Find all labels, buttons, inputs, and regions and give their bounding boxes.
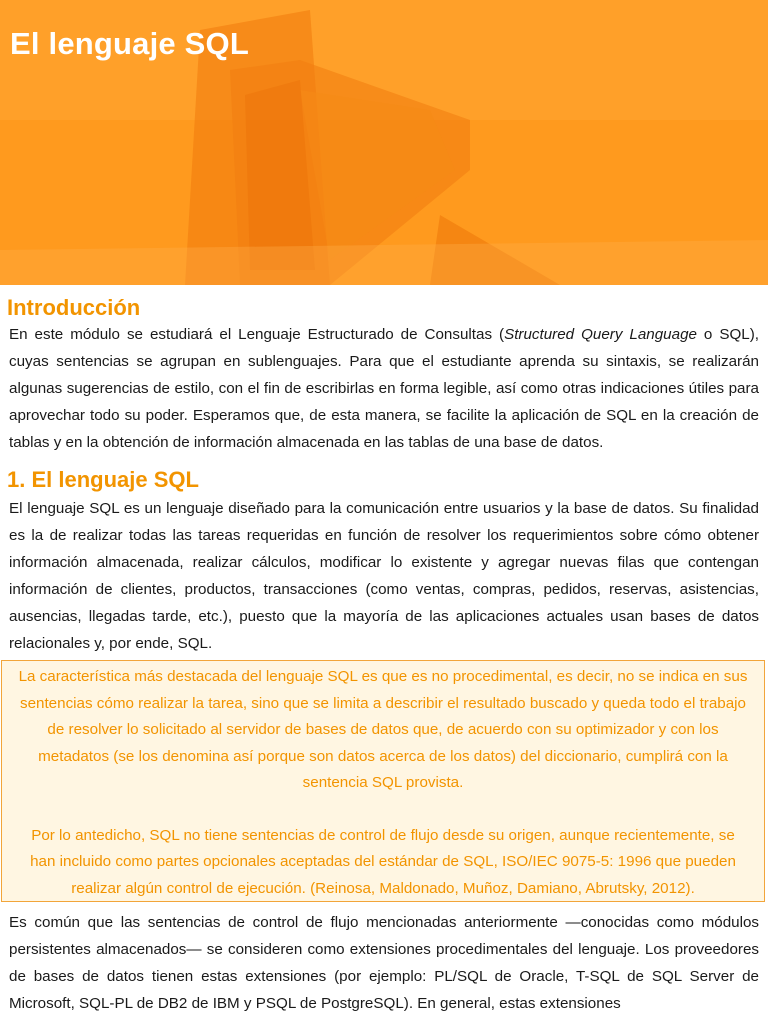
intro-heading: Introducción <box>7 295 141 320</box>
highlight-callout <box>1 660 765 902</box>
intro-paragraph <box>0 321 768 456</box>
callout-paragraph-1: La característica más destacada del lenguaje SQL es que es no procedimental, es decir, no se indica en sus sentencias cómo realizar la tarea, sino que se limita a describir el resultado buscado y queda todo el trabajo de resolver lo solicitado al servidor de bases de datos que, de acuerdo con su optimizador y con los metadatos (se los denomina así porque son datos acerca de los datos) del diccionario, cumplirá con la sentencia SQL provista. <box>18 668 748 791</box>
intro-text-after: o SQL), cuyas sentencias se agrupan en sublenguajes. Para que el estudiante aprenda su sintaxis, se realizarán algunas sugerencias de estilo, con el fin de escribirlas en forma legible, así como otras indicaciones útiles para aprovechar todo su poder. Esperamos que, de esta manera, se facilite la aplicación de SQL en la creación de tablas y en la obtención de información almacenada en las tablas de una base de datos. <box>9 326 759 451</box>
page-title: El lenguaje SQL <box>10 26 249 61</box>
intro-text-italic: Structured Query Language <box>504 326 697 343</box>
callout-spacer <box>18 797 748 823</box>
intro-text-before: En este módulo se estudiará el Lenguaje Estructurado de Consultas ( <box>9 326 505 343</box>
header-banner <box>0 0 768 285</box>
callout-paragraph-2: Por lo antedicho, SQL no tiene sentencias de control de flujo desde su origen, aunque recientemente, se han incluido como partes opcionales aceptadas del estándar de SQL, ISO/IEC 9075-5: 1996 que pueden realizar algún control de ejecución. (Reinosa, Maldonado, Muñoz, Damiano, Abrutsky, 2012). <box>30 826 736 897</box>
section-1-heading: 1. El lenguaje SQL <box>7 467 199 492</box>
closing-paragraph: Es común que las sentencias de control de flujo mencionadas anteriormente —conocidas como módulos persistentes almacenados— se consideren como extensiones procedimentales del lenguaje. Los proveedores de bases de datos tienen estas extensiones (por ejemplo: PL/SQL de Oracle, T-SQL de SQL Server de Microsoft, SQL-PL de DB2 de IBM y PSQL de PostgreSQL). En general, estas extensiones <box>9 914 759 1012</box>
section-1-paragraph: El lenguaje SQL es un lenguaje diseñado para la comunicación entre usuarios y la base de datos. Su finalidad es la de realizar todas las tareas requeridas en función de resolver los requerimientos sobre cómo obtener información almacenada, realizar cálculos, modificar lo existente y agregar nuevas filas que contengan información de clientes, productos, transacciones (como ventas, compras, pedidos, reservas, asistencias, ausencias, llegadas tarde, etc.), puesto que la mayoría de las aplicaciones actuales usan bases de datos relacionales y, por ende, SQL. <box>9 500 759 652</box>
